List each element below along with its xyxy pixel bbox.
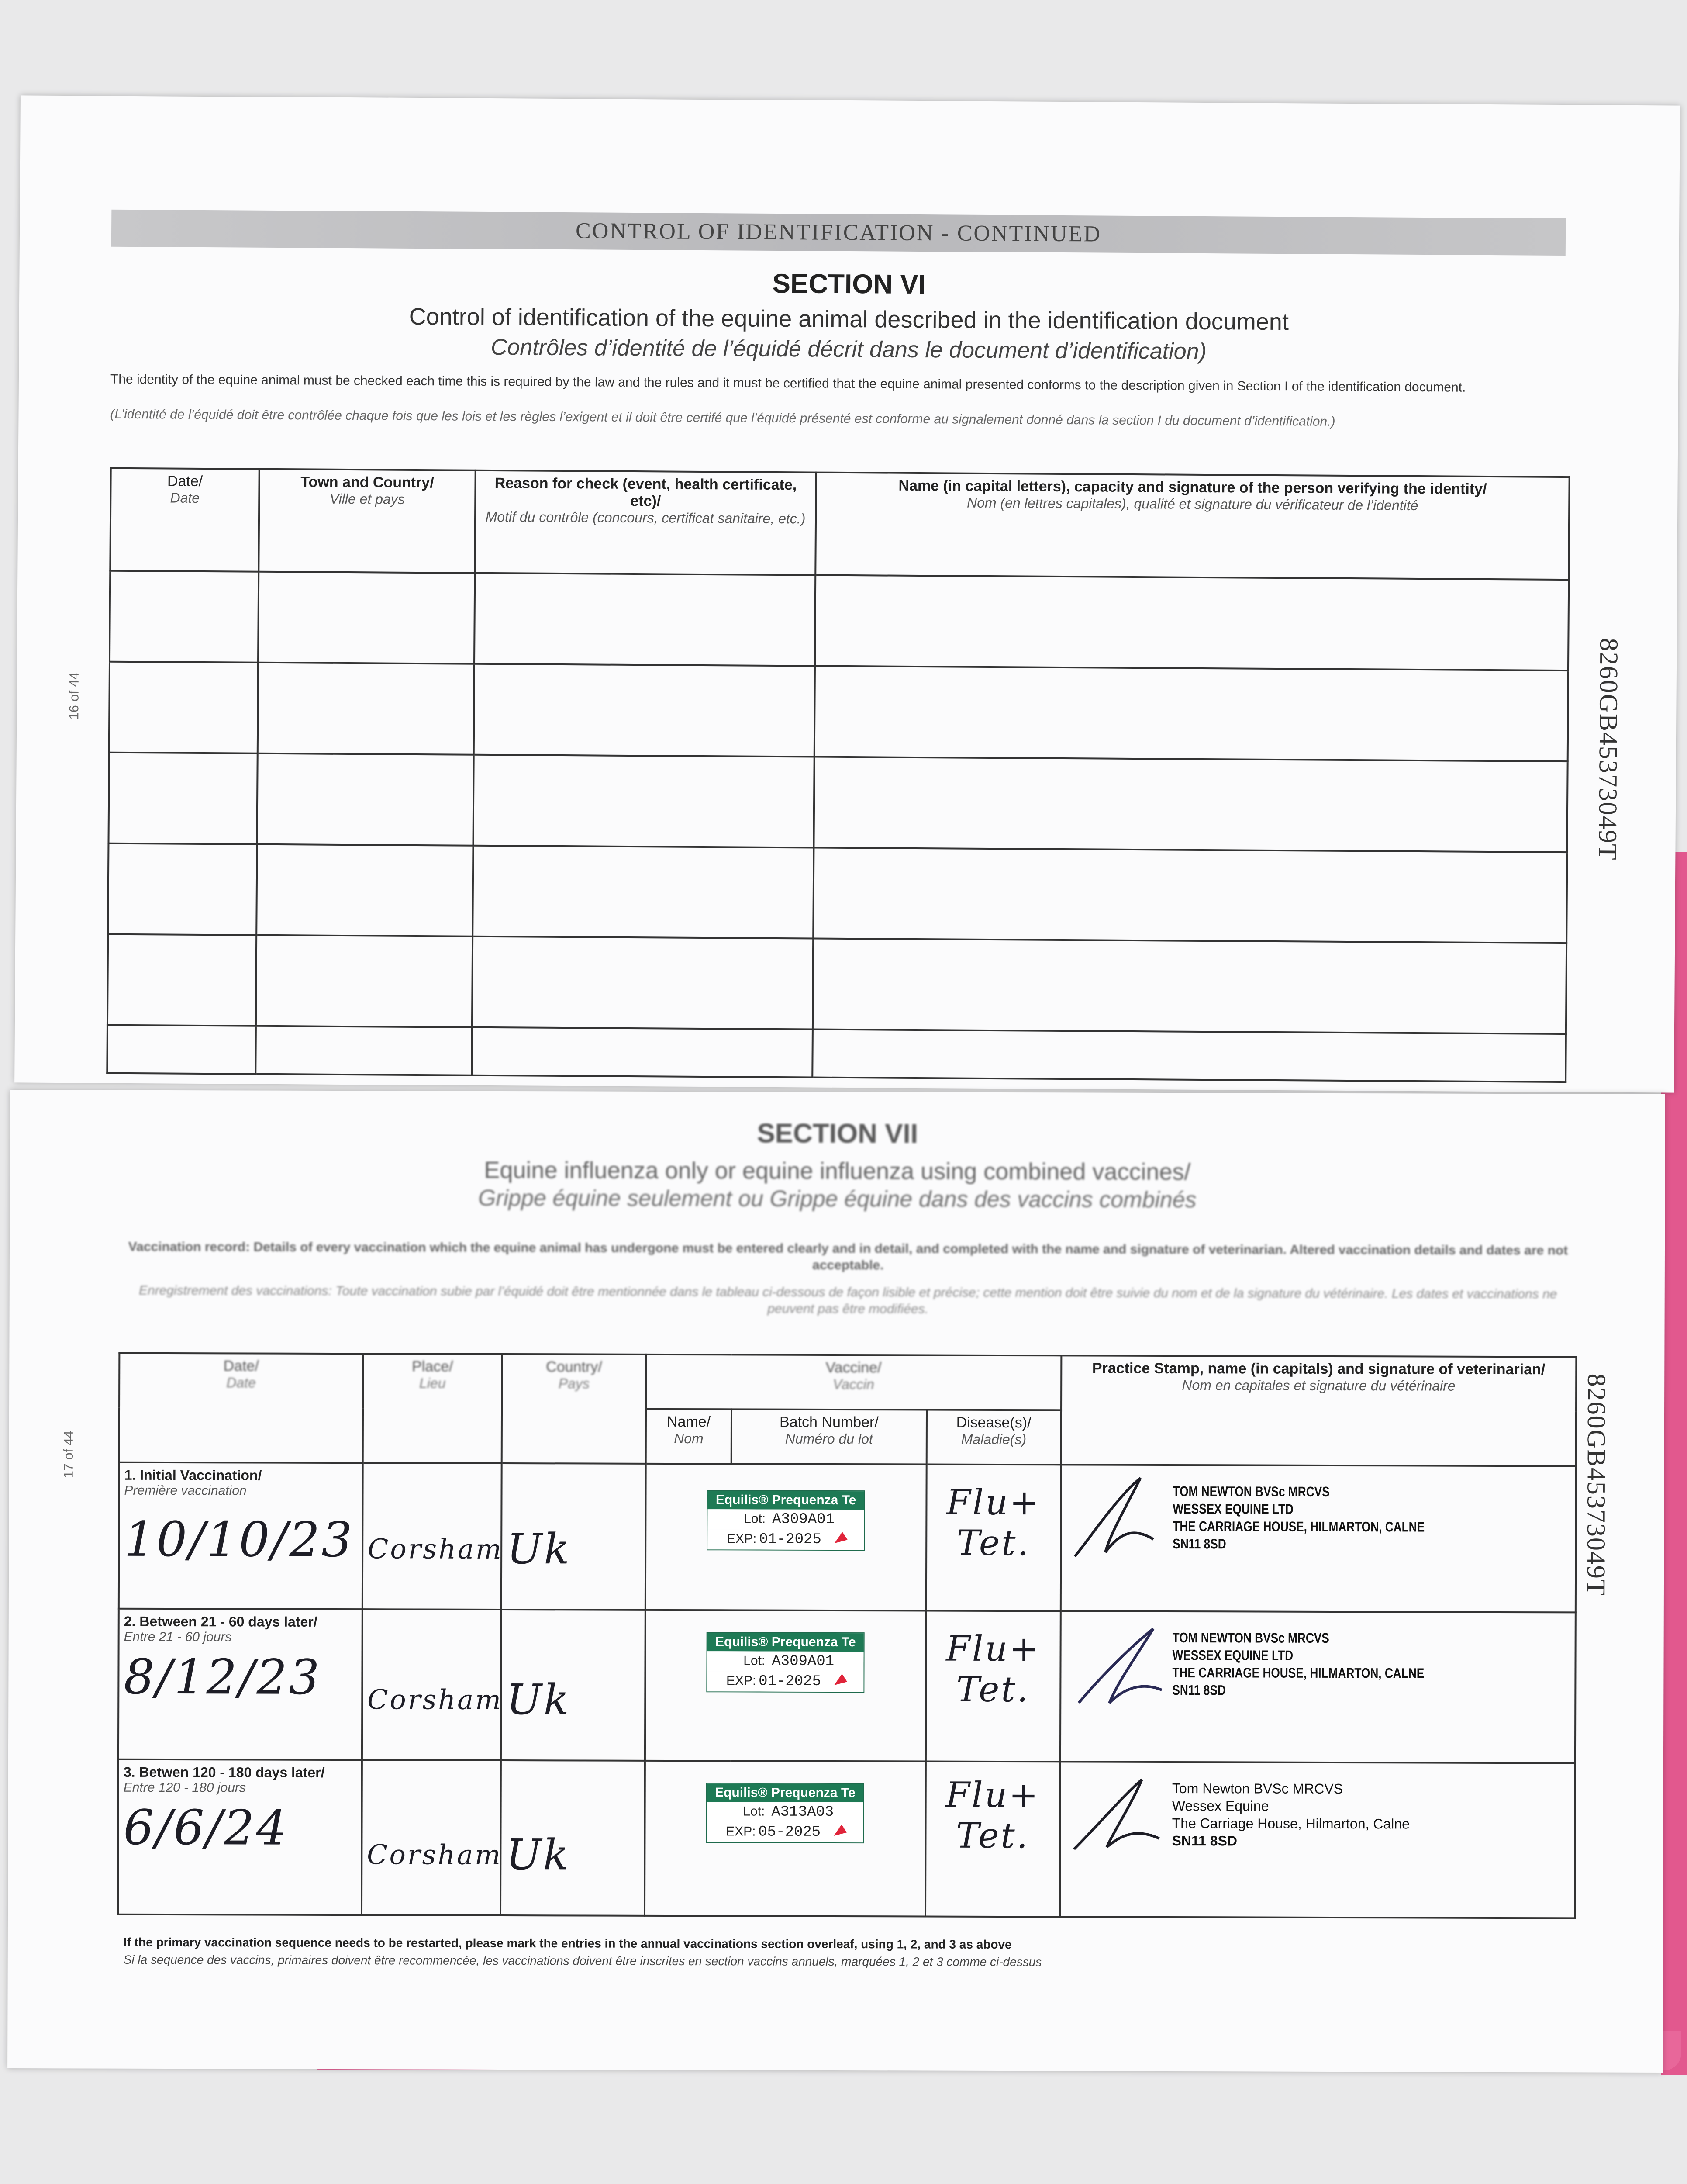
country-cell: Uk (500, 1760, 645, 1916)
handwritten-date: 6/6/24 (123, 1799, 289, 1856)
col-header-town-country: Town and Country/ Ville et pays (259, 469, 475, 573)
vaccination-record-table (117, 1352, 1577, 1919)
disease-cell: Flu+ Tet. (925, 1762, 1060, 1917)
vaccination-row-2 (118, 1609, 1576, 1763)
veterinarian-signature (1065, 1766, 1170, 1863)
vaccination-row-1 (119, 1462, 1576, 1613)
place-cell: Corsham (362, 1463, 502, 1610)
red-mark-icon (834, 1825, 847, 1836)
col-header-practice-stamp: Practice Stamp, name (in capitals) and signature of veterinarian/ Nom en capitales et signature du vétérinaire (1061, 1355, 1576, 1466)
vaccine-sticker: Equilis® Prequenza Te Lot: A309A01 EXP: 01-2025 (707, 1632, 865, 1693)
col-header-reason: Reason for check (event, health certificate, etc)/ Motif du contrôle (concours, certificat sanitaire, etc.) (475, 470, 816, 575)
col-header-vaccine: Vaccine/ Vaccin (646, 1355, 1061, 1410)
col-header-batch-number: Batch Number/ Numéro du lot (731, 1409, 927, 1464)
country-cell: Uk (501, 1463, 645, 1610)
handwritten-date: 8/12/23 (124, 1648, 321, 1705)
col-header-place: Place/ Lieu (362, 1354, 502, 1463)
practice-stamp-cell (1060, 1762, 1575, 1918)
page-section-vi (14, 95, 1680, 1092)
intro-text-en: The identity of the equine animal must be checked each time this is required by the law and the rules and it must be certified that the equine animal presented conforms to the description given in Section I of the identification document. (110, 372, 1466, 395)
col-header-vaccine-name: Name/ Nom (646, 1409, 732, 1464)
page-section-vii (7, 1090, 1665, 2073)
vaccination-row-3 (118, 1759, 1575, 1918)
col-header-verifier: Name (in capital letters), capacity and signature of the person verifying the identity/ Nom (en lettres capitales), qualité et signature du vérificateur de l’identité (815, 473, 1569, 580)
col-header-country: Country/ Pays (502, 1354, 646, 1464)
disease-cell: Flu+ Tet. (926, 1465, 1061, 1611)
col-header-date: Date/ Date (119, 1353, 363, 1463)
vaccine-sticker: Equilis® Prequenza Te Lot: A309A01 EXP: 01-2025 (707, 1490, 865, 1551)
vaccine-label-cell (645, 1464, 927, 1611)
veterinarian-signature (1066, 1469, 1171, 1565)
document-number: 8260GB45373049T (1581, 1373, 1611, 1597)
practice-stamp-cell (1060, 1611, 1576, 1763)
document-number: 8260GB45373049T (1593, 638, 1624, 861)
page-number: 16 of 44 (67, 672, 82, 720)
table-row (110, 571, 1569, 670)
subtitle-fr: Grippe équine seulement ou Grippe équine dans des vaccins combinés (478, 1185, 1197, 1213)
col-header-date: Date/ Date (110, 468, 259, 572)
table-row (108, 753, 1567, 852)
place-cell: Corsham (362, 1609, 502, 1760)
table-row (107, 934, 1566, 1034)
vet-stamp: TOM NEWTON BVSc MRCVS WESSEX EQUINE LTD THE CARRIAGE HOUSE, HILMARTON, CALNE SN11 8SD (1172, 1630, 1425, 1698)
disease-cell: Flu+ Tet. (925, 1611, 1060, 1762)
section-title: SECTION VII (757, 1118, 918, 1149)
header-band: CONTROL OF IDENTIFICATION - CONTINUED (111, 210, 1566, 256)
page-number: 17 of 44 (61, 1431, 76, 1478)
vet-stamp: TOM NEWTON BVSc MRCVS WESSEX EQUINE LTD THE CARRIAGE HOUSE, HILMARTON, CALNE SN11 8SD (1173, 1483, 1425, 1552)
practice-stamp-cell (1060, 1465, 1576, 1612)
vet-stamp: Tom Newton BVSc MRCVS Wessex Equine The Carriage House, Hilmarton, Calne SN11 8SD (1172, 1780, 1410, 1849)
vaccine-label-cell (645, 1761, 926, 1917)
identification-checks-table (106, 467, 1570, 1083)
footnote-fr: Si la sequence des vaccins, primaires doivent être recommencée, les vaccinations doivent être inscrites en section vaccins annuels, marquées 1, 2 et 3 comme ci-dessus (123, 1952, 1042, 1969)
subtitle-en: Control of identification of the equine animal described in the identification document (409, 303, 1289, 335)
table-row (109, 662, 1568, 761)
vaccine-sticker: Equilis® Prequenza Te Lot: A313A03 EXP: 05-2025 (706, 1783, 864, 1843)
table-row (107, 1025, 1566, 1082)
footnote-en: If the primary vaccination sequence needs to be restarted, please mark the entries in the annual vaccinations section overleaf, using 1, 2, and 3 as above (123, 1935, 1012, 1952)
vaccine-label-cell (645, 1610, 926, 1762)
intro-text-en: Vaccination record: Details of every vaccination which the equine animal has undergone must be entered clearly and in detail, and completed with the name and signature of veterinarian. Altered vaccination details and dates are not acceptable. (128, 1239, 1568, 1273)
date-cell: 3. Betwen 120 - 180 days later/ Entre 120 - 180 jours 6/6/24 (118, 1759, 362, 1915)
col-header-disease: Disease(s)/ Maladie(s) (926, 1410, 1061, 1465)
red-mark-icon (835, 1532, 848, 1543)
handwritten-date: 10/10/23 (124, 1511, 354, 1568)
date-cell: 1. Initial Vaccination/ Première vaccination 10/10/23 (119, 1462, 363, 1609)
date-cell: 2. Between 21 - 60 days later/ Entre 21 - 60 jours 8/12/23 (118, 1609, 362, 1760)
place-cell: Corsham (362, 1760, 501, 1915)
subtitle-en: Equine influenza only or equine influenza using combined vaccines/ (484, 1157, 1191, 1185)
intro-text-fr: Enregistrement des vaccinations: Toute vaccination subie par l’équidé doit être mentionnée dans le tableau ci-dessous de façon lisible et précise; cette mention doit être suivie du nom et de la signature du vétérinaire. Les dates et vaccinations ne peuvent pas être modifiées. (138, 1283, 1557, 1317)
red-mark-icon (834, 1674, 847, 1685)
subtitle-fr: Contrôles d’identité de l’équidé décrit dans le document d’identification) (490, 335, 1207, 365)
veterinarian-signature (1066, 1615, 1171, 1712)
table-row (108, 843, 1567, 943)
country-cell: Uk (501, 1610, 645, 1761)
section-title: SECTION VI (772, 268, 926, 300)
intro-text-fr: (L’identité de l’équidé doit être contrôlée chaque fois que les lois et les règles l’exigent et il doit être certifé que l’équidé présenté est conforme au signalement donné dans la section I du document d’identification.) (110, 407, 1335, 429)
